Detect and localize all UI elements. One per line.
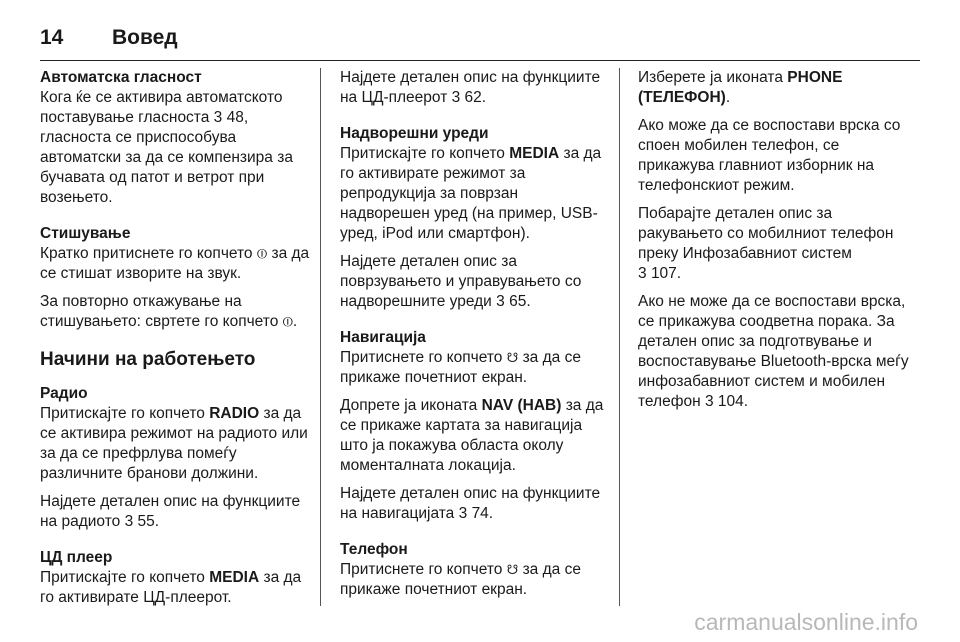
page-ref: 55. bbox=[137, 513, 160, 530]
body-text: Притиснете го копчето bbox=[340, 561, 503, 578]
body-text: Притискајте го копчето bbox=[40, 405, 205, 422]
home-icon: ☋ bbox=[506, 562, 519, 577]
ref-arrow-icon: 3 bbox=[496, 293, 505, 310]
section-heading: Телефон bbox=[340, 541, 408, 558]
watermark: carmanualsonline.info bbox=[694, 609, 918, 635]
button-label: MEDIA bbox=[509, 145, 560, 162]
ref-arrow-icon: 3 bbox=[638, 265, 647, 282]
body-text: Побарајте детален опис за ракувањето со мобилниот телефон преку Инфозабавниот систем bbox=[638, 205, 894, 262]
section-phone bbox=[340, 540, 608, 600]
page-header bbox=[40, 18, 920, 58]
body-text: Најдете детален опис за поврзувањето и управувањето со надворешните уреди bbox=[340, 253, 582, 310]
body-text: Кога ќе се активира автоматското поставување гласноста bbox=[40, 89, 283, 126]
section-external bbox=[340, 124, 608, 312]
body-text: за да го активирате ЦД-плеерот. bbox=[40, 569, 302, 606]
column-divider bbox=[619, 68, 620, 606]
ref-arrow-icon: 3 bbox=[458, 505, 468, 522]
header-rule bbox=[40, 60, 920, 61]
page-ref: 62. bbox=[464, 89, 487, 106]
button-label: RADIO bbox=[209, 405, 260, 422]
home-icon: ☋ bbox=[506, 350, 519, 365]
section-radio bbox=[40, 384, 312, 532]
page-title: Вовед bbox=[112, 26, 178, 49]
section-heading: ЦД плеер bbox=[40, 549, 113, 566]
body-text: Ако може да се воспостави врска со споен мобилен телефон, се прикажува главниот изборник на телефонскиот режим. bbox=[638, 117, 901, 194]
section-navigation bbox=[340, 328, 608, 524]
ref-arrow-icon: 3 bbox=[451, 89, 461, 106]
button-label: MEDIA bbox=[209, 569, 260, 586]
power-knob-icon: ⏼ bbox=[282, 314, 293, 329]
ref-arrow-icon: 3 bbox=[213, 109, 223, 126]
body-text: за да се активира режимот на радиото или за да се префрлува помеѓу различните бранови должини. bbox=[40, 405, 308, 482]
button-label: NAV (HAB) bbox=[481, 397, 562, 414]
body-text: Изберете ја иконата bbox=[638, 69, 783, 86]
ref-arrow-icon: 3 bbox=[704, 393, 714, 410]
body-text: за да се стишат изворите на звук. bbox=[40, 245, 310, 282]
body-text: За повторно откажување на стишувањето: свртете го копчето bbox=[40, 293, 279, 330]
body-text: за да се прикаже почетниот екран. bbox=[340, 561, 581, 598]
column-3 bbox=[638, 68, 918, 420]
operation-heading: Начини на работењето bbox=[40, 349, 256, 370]
page-number: 14 bbox=[40, 26, 64, 49]
section-cd-more bbox=[340, 68, 608, 108]
body-text: . bbox=[725, 89, 731, 106]
section-heading: Стишување bbox=[40, 225, 131, 242]
column-divider bbox=[320, 68, 321, 606]
body-text: Кратко притиснете го копчето bbox=[40, 245, 253, 262]
body-text: за да го активирате режимот за репродукција за поврзан надворешен уред (на пример, USB-уред, iPod или смартфон). bbox=[340, 145, 602, 242]
body-text: Допрете ја иконата bbox=[340, 397, 478, 414]
page-ref: 74. bbox=[471, 505, 494, 522]
section-heading: Надворешни уреди bbox=[340, 125, 489, 142]
body-text: гласноста се приспособува автоматски за да се компензира за бучавата од патот и ветрот при возењето. bbox=[40, 129, 293, 206]
ref-arrow-icon: 3 bbox=[124, 513, 134, 530]
body-text: за да се прикаже картата за навигација што ја покажува областа околу моменталната локација. bbox=[340, 397, 604, 474]
body-text: Ако не може да се воспостави врска, се прикажува соодветна порака. За детален опис за подготвување и воспоставување Bluetooth-врска меѓу инфозабавниот систем и мобилен телефон bbox=[638, 293, 909, 410]
body-text: Најдете детален опис на функциите на радиото bbox=[40, 493, 301, 530]
column-1 bbox=[40, 68, 312, 624]
section-cd bbox=[40, 548, 312, 608]
body-text: за да се прикаже почетниот екран. bbox=[340, 349, 581, 386]
body-text: Најдете детален опис на функциите на ЦД-плеерот bbox=[340, 69, 601, 106]
power-knob-icon: ⏼ bbox=[256, 246, 268, 261]
section-heading: Автоматска гласност bbox=[40, 69, 202, 86]
section-auto-volume bbox=[40, 68, 312, 208]
section-heading: Навигација bbox=[340, 329, 426, 346]
column-2 bbox=[340, 68, 608, 616]
page-ref: 107. bbox=[650, 265, 682, 282]
section-heading: Радио bbox=[40, 385, 88, 402]
body-text: Најдете детален опис на функциите на навигацијата bbox=[340, 485, 601, 522]
body-text: Притиснете го копчето bbox=[340, 349, 503, 366]
section-mute bbox=[40, 224, 312, 332]
page-ref: 104. bbox=[717, 393, 749, 410]
body-text: . bbox=[292, 313, 298, 330]
page-ref: 48, bbox=[226, 109, 249, 126]
body-text: Притискајте го копчето bbox=[40, 569, 205, 586]
page-ref: 65. bbox=[509, 293, 531, 310]
button-label: PHONE (ТЕЛЕФОН) bbox=[638, 69, 843, 106]
body-text: Притискајте го копчето bbox=[340, 145, 505, 162]
